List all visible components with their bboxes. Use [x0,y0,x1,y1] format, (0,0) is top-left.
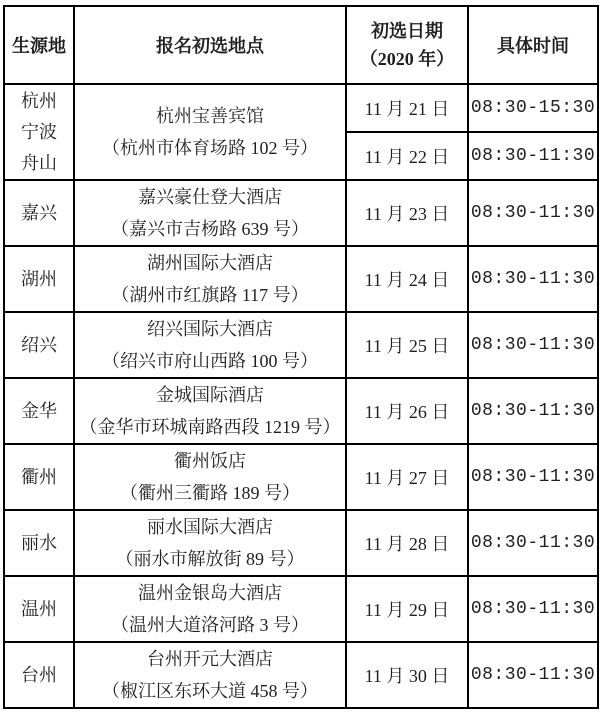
venue-address: （嘉兴市吉杨路 639 号） [111,219,309,239]
origin-line: 丽水 [21,532,57,553]
venue-name: 绍兴国际大酒店 [147,319,273,339]
date-cell: 11 月 23 日 [346,180,468,246]
venue-address: （杭州市体育场路 102 号） [102,138,318,158]
origin-cell [4,84,74,180]
date-cell: 11 月 30 日 [346,642,468,708]
table-row [4,84,598,132]
venue-name: 湖州国际大酒店 [147,253,273,273]
origin-cell [4,510,74,576]
table-row [4,246,598,312]
header-origin: 生源地 [4,6,74,84]
date-cell: 11 月 29 日 [346,576,468,642]
origin-line: 绍兴 [21,334,57,355]
time-cell: 08:30-11:30 [468,642,598,708]
venue-name: 杭州宝善宾馆 [156,106,264,126]
preselection-schedule-table [3,5,599,709]
venue-address: （绍兴市府山西路 100 号） [102,351,318,371]
table-row [4,312,598,378]
table-row [4,576,598,642]
origin-cell [4,312,74,378]
header-date [346,6,468,84]
table-row [4,444,598,510]
venue-cell [74,642,346,708]
time-cell: 08:30-11:30 [468,576,598,642]
table-row [4,180,598,246]
table-row [4,378,598,444]
header-date-line1: 初选日期 [371,21,443,41]
venue-address: （湖州市红旗路 117 号） [111,285,309,305]
venue-name: 金城国际酒店 [156,385,264,405]
origin-line: 湖州 [21,268,57,289]
date-cell: 11 月 25 日 [346,312,468,378]
time-cell: 08:30-11:30 [468,180,598,246]
origin-line: 杭州 [21,90,57,111]
origin-cell [4,378,74,444]
date-cell: 11 月 28 日 [346,510,468,576]
venue-name: 嘉兴豪仕登大酒店 [138,187,282,207]
table-header-row [4,6,598,84]
origin-line: 台州 [21,664,57,685]
table-row [4,642,598,708]
time-cell: 08:30-11:30 [468,378,598,444]
time-cell: 08:30-11:30 [468,132,598,180]
time-cell: 08:30-11:30 [468,312,598,378]
origin-line: 宁波 [21,121,57,142]
origin-line: 嘉兴 [21,202,57,223]
origin-cell [4,576,74,642]
venue-cell [74,84,346,180]
venue-cell [74,246,346,312]
origin-cell [4,180,74,246]
time-cell: 08:30-11:30 [468,510,598,576]
header-venue: 报名初选地点 [74,6,346,84]
venue-cell [74,444,346,510]
time-cell: 08:30-15:30 [468,84,598,132]
origin-line: 金华 [21,400,57,421]
venue-cell [74,180,346,246]
header-date-line2: （2020 年） [359,49,455,69]
origin-cell [4,642,74,708]
table-row [4,510,598,576]
date-cell: 11 月 22 日 [346,132,468,180]
time-cell: 08:30-11:30 [468,246,598,312]
date-cell: 11 月 26 日 [346,378,468,444]
venue-cell [74,576,346,642]
date-cell: 11 月 21 日 [346,84,468,132]
venue-name: 丽水国际大酒店 [147,517,273,537]
venue-name: 台州开元大酒店 [147,649,273,669]
venue-cell [74,312,346,378]
venue-name: 温州金银岛大酒店 [138,583,282,603]
time-cell: 08:30-11:30 [468,444,598,510]
origin-line: 衢州 [21,466,57,487]
venue-address: （温州大道洛河路 3 号） [111,615,309,635]
venue-name: 衢州饭店 [174,451,246,471]
date-cell: 11 月 24 日 [346,246,468,312]
venue-address: （金华市环城南路西段 1219 号） [79,417,341,437]
origin-line: 温州 [21,598,57,619]
venue-cell [74,378,346,444]
venue-address: （衢州三衢路 189 号） [120,483,300,503]
venue-address: （丽水市解放街 89 号） [115,549,305,569]
origin-cell [4,246,74,312]
date-cell: 11 月 27 日 [346,444,468,510]
origin-cell [4,444,74,510]
venue-cell [74,510,346,576]
origin-line: 舟山 [21,152,57,173]
header-time: 具体时间 [468,6,598,84]
venue-address: （椒江区东环大道 458 号） [102,681,318,701]
